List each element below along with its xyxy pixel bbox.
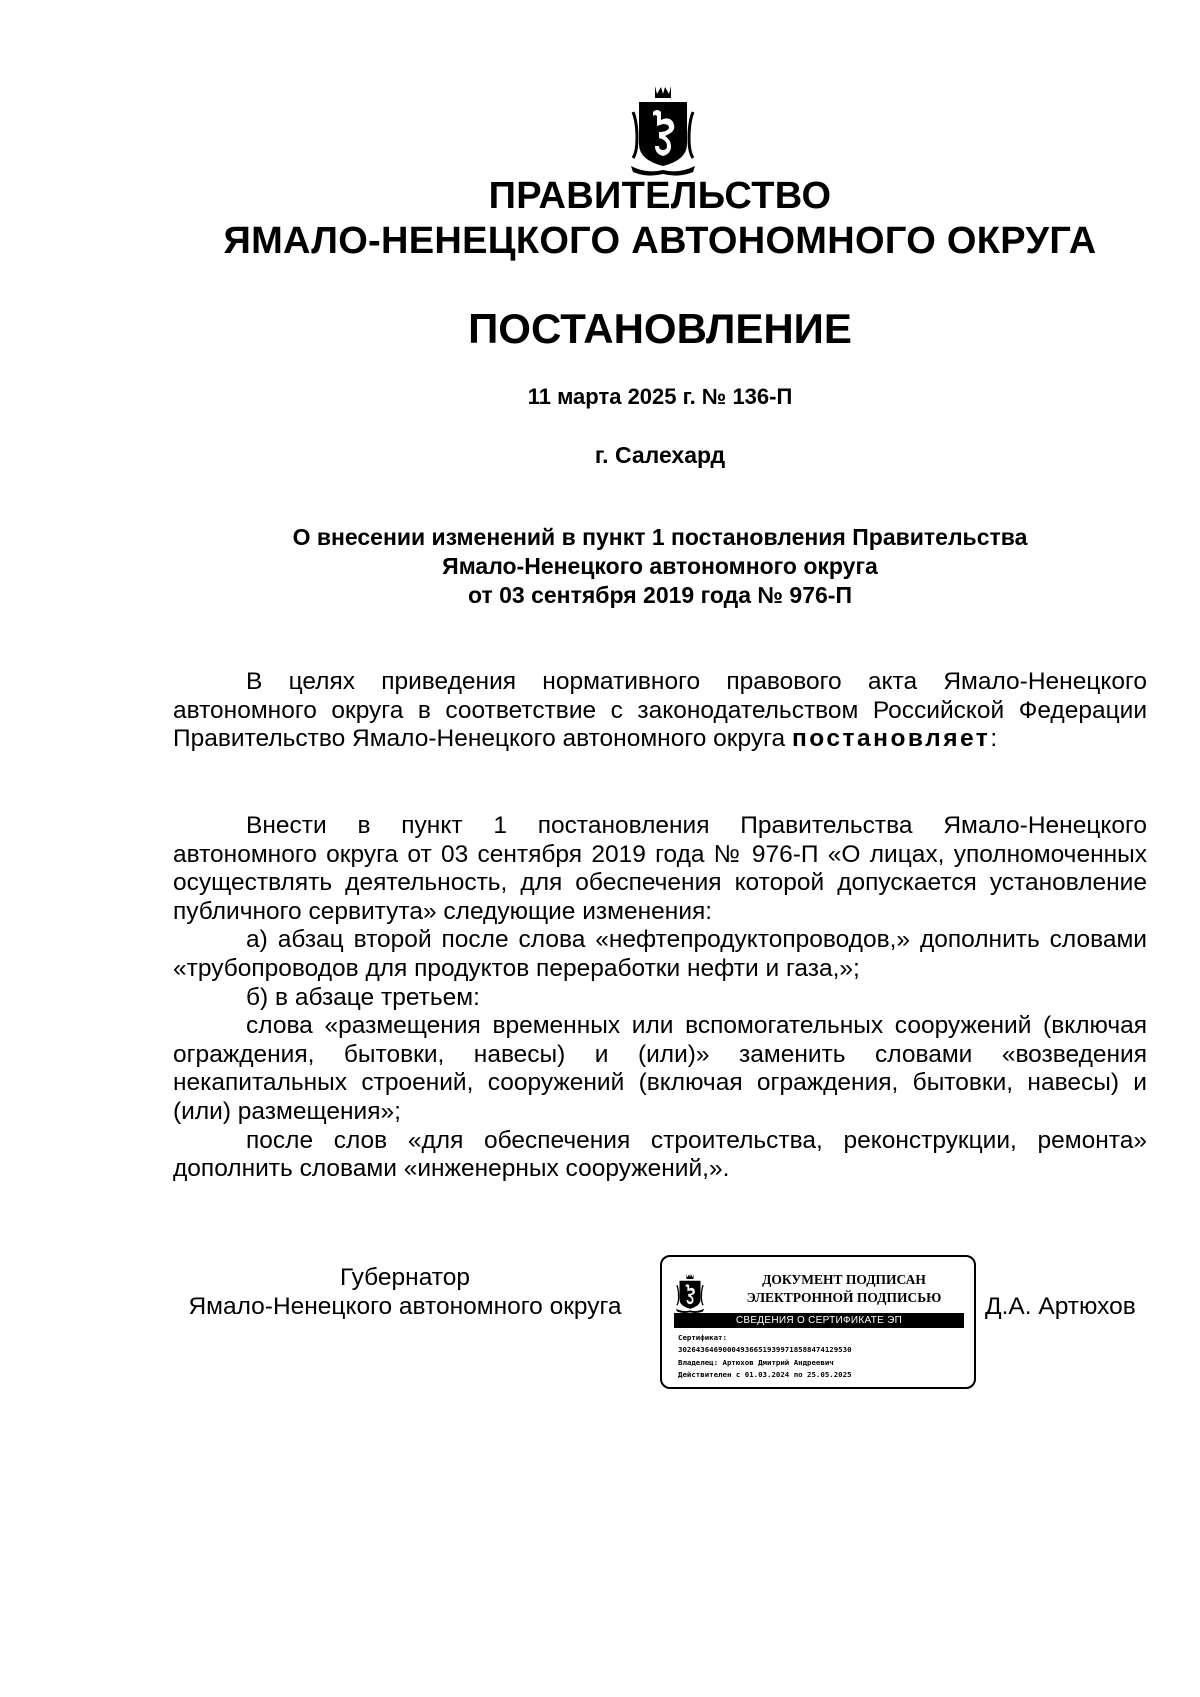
stamp-certificate-details (678, 1332, 852, 1382)
government-title-line1: ПРАВИТЕЛЬСТВО (488, 175, 832, 217)
stamp-cert-number: 3026436469000493665193997185884741295З0 (678, 1345, 852, 1355)
resolves-word: постановляет (791, 725, 991, 753)
stamp-validity: Действителен с 01.03.2024 по 25.05.2025 (678, 1370, 852, 1380)
document-subject (200, 523, 1120, 610)
stamp-certificate-bar: СВЕДЕНИЯ О СЕРТИФИКАТЕ ЭП (674, 1313, 964, 1328)
body-paragraph: Внести в пункт 1 постановления Правительства Ямало-Ненецкого автономного округа от 03 сентября 2019 года № 976-П «О лицах, уполномоченных осуществлять деятельность, для обеспечения которой допускается установление публичного сервитута» следующие изменения: (173, 812, 1147, 925)
body-paragraph: слова «размещения временных или вспомогательных сооружений (включая ограждения, бытовки, навесы) и (или)» заменить словами «возведения некапитальных строений, сооружений (включая ограждения, бытовки, навесы) и (или) размещения»; (173, 1012, 1147, 1125)
preamble-text: В целях приведения нормативного правового акта Ямало-Ненецкого автономного округа в соответствие с законодательством Российской Федерации Правительство Ямало-Ненецкого автономного округа (173, 668, 1147, 753)
body-paragraph: б) в абзаце третьем: (246, 983, 480, 1011)
stamp-heading-line1: ДОКУМЕНТ ПОДПИСАН (762, 1272, 926, 1287)
document-city: г. Салехард (594, 442, 726, 468)
government-title-line2: ЯМАЛО-НЕНЕЦКОГО АВТОНОМНОГО ОКРУГА (223, 220, 1097, 262)
signer-position (160, 1263, 650, 1321)
signer-position-line1: Губернатор (340, 1264, 470, 1291)
coat-of-arms-icon (631, 82, 695, 178)
signer-name: Д.А. Артюхов (985, 1293, 1136, 1320)
document-type-title: ПОСТАНОВЛЕНИЕ (468, 305, 852, 352)
stamp-heading (724, 1271, 964, 1307)
body-paragraph: после слов «для обеспечения строительства, реконструкции, ремонта» дополнить словами «инженерных сооружений,». (173, 1126, 1147, 1183)
signer-position-line2: Ямало-Ненецкого автономного округа (188, 1293, 622, 1320)
ordering-section (173, 812, 1147, 1184)
stamp-owner: Владелец: Артюхов Дмитрий Андреевич (678, 1357, 834, 1367)
stamp-cert-label: Сертификат: (678, 1333, 727, 1342)
preamble-paragraph (173, 668, 1147, 754)
document-date-number: 11 марта 2025 г. № 136-П (527, 384, 793, 409)
subject-line3: от 03 сентября 2019 года № 976-П (468, 582, 852, 608)
coat-of-arms-icon (676, 1271, 704, 1315)
electronic-signature-stamp (660, 1255, 976, 1389)
subject-line2: Ямало-Ненецкого автономного округа (442, 553, 878, 579)
stamp-heading-line2: ЭЛЕКТРОННОЙ ПОДПИСЬЮ (746, 1290, 942, 1305)
subject-line1: О внесении изменений в пункт 1 постановления Правительства (292, 524, 1028, 550)
body-paragraph: а) абзац второй после слова «нефтепродуктопроводов,» дополнить словами «трубопроводов для продуктов переработки нефти и газа,»; (173, 926, 1147, 982)
resolves-colon: : (990, 725, 998, 753)
